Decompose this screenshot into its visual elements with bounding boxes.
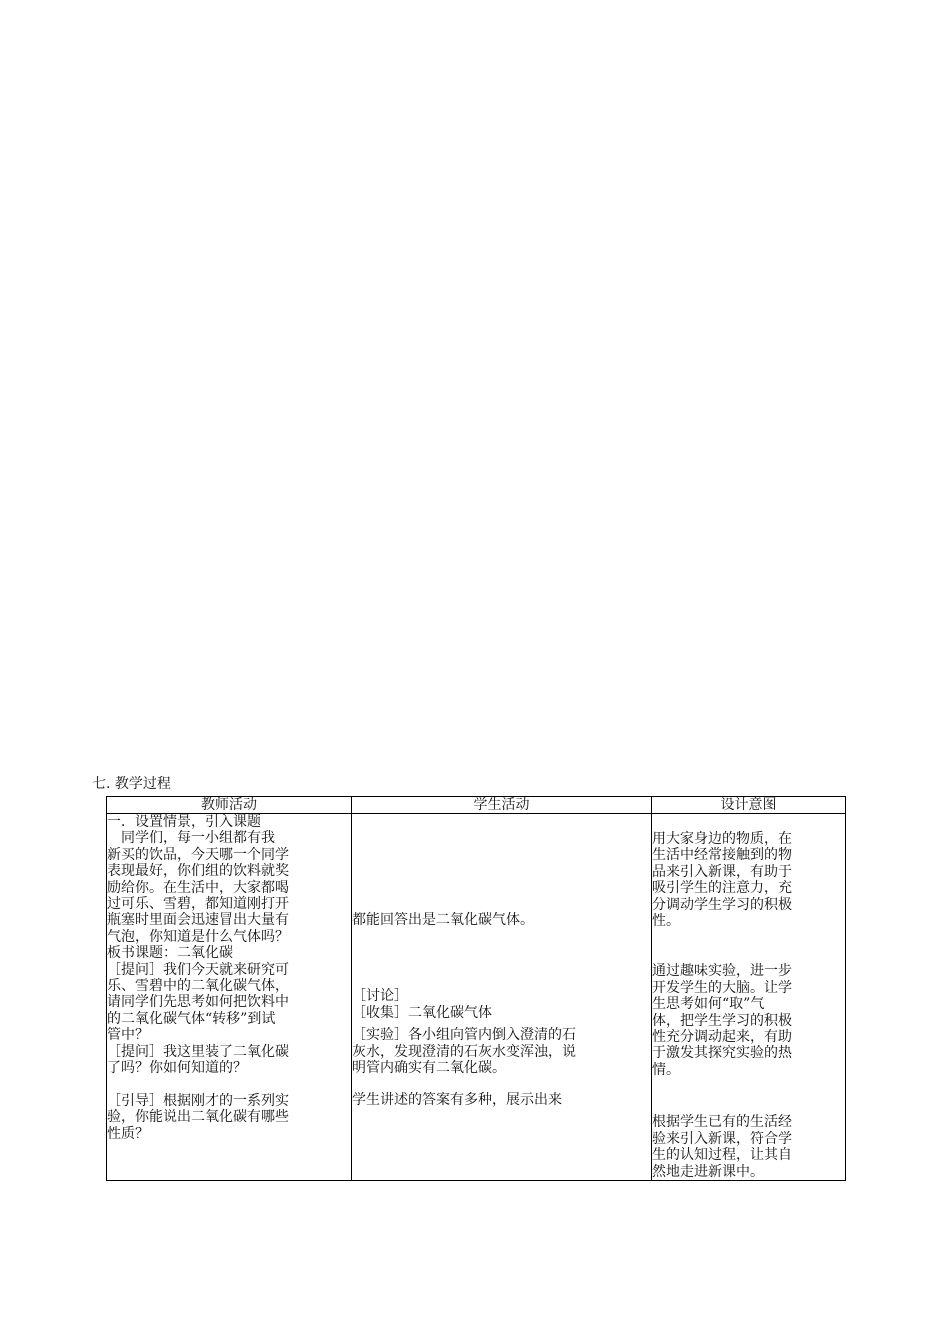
teacher-intro-line: 气泡，你知道是什么气体吗？ [107,928,289,945]
teacher-intro-line: 表现最好，你们组的饮料就奖 [107,863,289,880]
header-student-activity: 学生活动 [352,797,652,814]
teacher-intro-line: 同学们，每一小组都有我 [107,830,275,847]
design-intent-line: 体，把学生学习的积极 [652,1012,792,1029]
board-topic: 板书课题：二氧化碳 [107,945,233,962]
student-answer: 都能回答出是二氧化碳气体。 [352,912,534,928]
teacher-section-heading: 一．设置情景，引入课题 [107,814,261,830]
teacher-guide [107,1093,351,1142]
table-header-row [107,797,846,814]
teacher-intro-line: 新买的饮品，今天哪一个同学 [107,846,289,863]
design-intent-1 [652,831,845,929]
student-activity-cell [352,814,652,1181]
teacher-question-line: 乐、雪碧中的二氧化碳气体， [107,978,289,995]
header-teacher-activity: 教师活动 [107,797,352,814]
design-intent-2 [652,963,845,1078]
teacher-question-1 [107,962,351,1044]
student-collect: ［收集］二氧化碳气体 [352,1004,492,1021]
design-intent-3 [652,1114,845,1180]
teacher-question-line: 管中？ [107,1027,149,1044]
design-intent-line: 品来引入新课，有助于 [652,863,792,880]
header-design-intent: 设计意图 [652,797,846,814]
teacher-question-line: 了吗？你如何知道的？ [107,1060,247,1077]
design-intent-line: 通过趣味实验，进一步 [652,963,792,980]
design-intent-line: 于激发其探究实验的热 [652,1045,792,1062]
table-row [107,814,846,1181]
student-experiment-line: ［实验］各小组向管内倒入澄清的石 [352,1027,576,1044]
design-intent-line: 用大家身边的物质，在 [652,831,792,847]
design-intent-cell [652,814,846,1181]
design-intent-line: 性。 [652,913,680,930]
design-intent-line: 然地走进新课中。 [652,1163,764,1180]
teacher-guide-line: ［引导］根据刚才的一系列实 [107,1092,289,1109]
student-describe: 学生讲述的答案有多种，展示出来 [352,1092,562,1109]
design-intent-line: 生的认知过程，让其自 [652,1147,792,1164]
student-experiment [352,1027,651,1076]
design-intent-line: 生活中经常接触到的物 [652,847,792,864]
design-intent-line: 分调动学生学习的积极 [652,896,792,913]
teacher-guide-line: 性质？ [107,1125,149,1142]
design-intent-line: 性充分调动起来，有助 [652,1029,792,1046]
design-intent-line: 情。 [652,1061,680,1078]
teacher-guide-line: 验，你能说出二氧化碳有哪些 [107,1109,289,1126]
design-intent-line: 验来引入新课，符合学 [652,1130,792,1147]
teacher-intro-line: 励给你。在生活中，大家都喝 [107,879,289,896]
teacher-question-line: ［提问］我这里装了二氧化碳 [107,1043,289,1060]
teacher-question-2 [107,1044,351,1077]
student-experiment-line: 明管内确实有二氧化碳。 [352,1060,506,1077]
teacher-intro-line: 过可乐、雪碧，都知道刚打开 [107,896,289,913]
teacher-intro-paragraph [107,830,351,945]
design-intent-line: 根据学生已有的生活经 [652,1114,792,1131]
section-title: 七. 教学过程 [92,776,171,792]
design-intent-line: 吸引学生的注意力，充 [652,880,792,897]
teaching-process-table [106,796,846,1181]
design-intent-line: 生思考如何“取”气 [652,996,765,1013]
student-discuss: ［讨论］ [352,988,408,1005]
design-intent-line: 开发学生的大脑。让学 [652,979,792,996]
teacher-question-line: 的二氧化碳气体“转移”到试 [107,1010,276,1027]
student-experiment-line: 灰水，发现澄清的石灰水变浑浊，说 [352,1043,576,1060]
teacher-intro-line: 瓶塞时里面会迅速冒出大量有 [107,912,289,929]
teacher-activity-cell [107,814,352,1181]
teacher-question-line: ［提问］我们今天就来研究可 [107,961,289,978]
teacher-question-line: 请同学们先思考如何把饮料中 [107,994,289,1011]
